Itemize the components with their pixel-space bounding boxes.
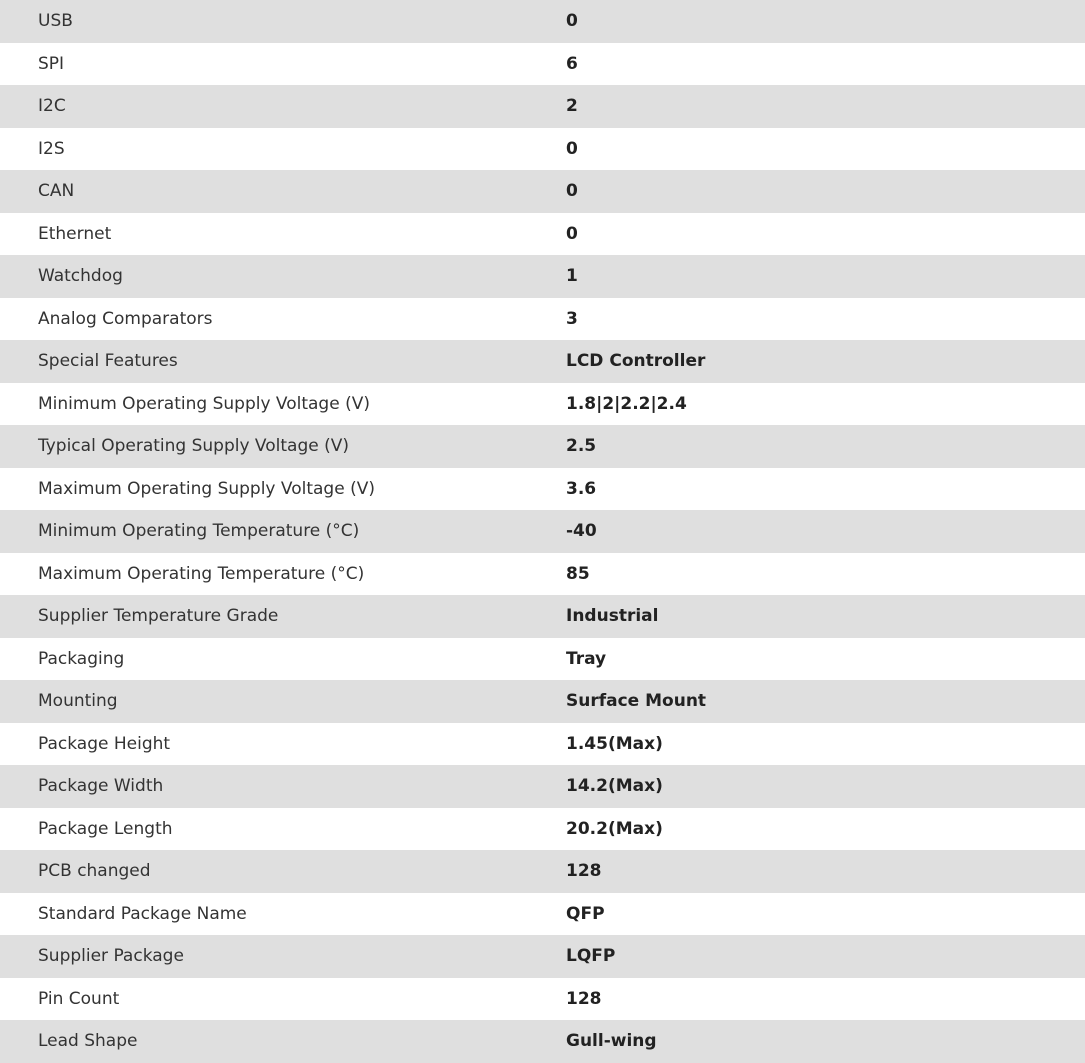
table-row: [0, 510, 1085, 553]
spec-value: 3.6: [566, 478, 597, 499]
table-row: [0, 723, 1085, 766]
table-row: [0, 128, 1085, 171]
spec-value: 0: [566, 223, 578, 244]
spec-label: Lead Shape: [38, 1031, 138, 1052]
table-row: [0, 340, 1085, 383]
spec-value: 0: [566, 138, 578, 159]
table-row: [0, 0, 1085, 43]
spec-label: Supplier Package: [38, 946, 184, 967]
spec-label: Mounting: [38, 691, 118, 712]
table-row: [0, 553, 1085, 596]
table-row: [0, 170, 1085, 213]
spec-label: Packaging: [38, 648, 125, 669]
spec-label: SPI: [38, 53, 65, 74]
spec-label: Maximum Operating Supply Voltage (V): [38, 478, 375, 499]
spec-value: Tray: [566, 648, 607, 669]
spec-value: 0: [566, 181, 578, 202]
spec-value: Industrial: [566, 606, 659, 627]
spec-value: Surface Mount: [566, 691, 707, 712]
table-row: [0, 638, 1085, 681]
spec-label: Package Width: [38, 776, 164, 797]
spec-label: Package Height: [38, 733, 171, 754]
spec-value: 2: [566, 96, 578, 117]
spec-label: PCB changed: [38, 861, 151, 882]
spec-value: 6: [566, 53, 578, 74]
spec-label: Typical Operating Supply Voltage (V): [38, 436, 349, 457]
table-row: [0, 978, 1085, 1021]
spec-label: Supplier Temperature Grade: [38, 606, 279, 627]
spec-label: I2S: [38, 138, 65, 159]
spec-label: Watchdog: [38, 266, 123, 287]
table-row: [0, 1020, 1085, 1063]
table-row: [0, 808, 1085, 851]
spec-label: Package Length: [38, 818, 173, 839]
spec-label: I2C: [38, 96, 66, 117]
spec-value: LQFP: [566, 946, 616, 967]
spec-label: Maximum Operating Temperature (°C): [38, 563, 365, 584]
table-row: [0, 893, 1085, 936]
spec-label: Analog Comparators: [38, 308, 213, 329]
spec-value: LCD Controller: [566, 351, 706, 372]
spec-value: 0: [566, 11, 578, 32]
table-row: [0, 595, 1085, 638]
table-row: [0, 425, 1085, 468]
spec-label: CAN: [38, 181, 75, 202]
spec-value: 3: [566, 308, 578, 329]
spec-value: 128: [566, 988, 602, 1009]
table-row: [0, 680, 1085, 723]
spec-value: 128: [566, 861, 602, 882]
table-row: [0, 255, 1085, 298]
spec-value: Gull-wing: [566, 1031, 657, 1052]
spec-value: 14.2(Max): [566, 776, 663, 797]
table-row: [0, 43, 1085, 86]
spec-label: Special Features: [38, 351, 178, 372]
table-row: [0, 468, 1085, 511]
table-row: [0, 935, 1085, 978]
spec-value: 1.45(Max): [566, 733, 663, 754]
spec-value: -40: [566, 521, 597, 542]
table-row: [0, 850, 1085, 893]
table-row: [0, 213, 1085, 256]
spec-label: Ethernet: [38, 223, 112, 244]
spec-label: Standard Package Name: [38, 903, 247, 924]
spec-value: 1: [566, 266, 578, 287]
spec-label: USB: [38, 11, 73, 32]
spec-label: Minimum Operating Temperature (°C): [38, 521, 360, 542]
spec-label: Minimum Operating Supply Voltage (V): [38, 393, 370, 414]
spec-label: Pin Count: [38, 988, 120, 1009]
table-row: [0, 765, 1085, 808]
spec-value: QFP: [566, 903, 605, 924]
spec-value: 1.8|2|2.2|2.4: [566, 393, 687, 414]
spec-value: 20.2(Max): [566, 818, 663, 839]
spec-value: 2.5: [566, 436, 597, 457]
spec-value: 85: [566, 563, 590, 584]
table-row: [0, 85, 1085, 128]
table-row: [0, 383, 1085, 426]
table-row: [0, 298, 1085, 341]
